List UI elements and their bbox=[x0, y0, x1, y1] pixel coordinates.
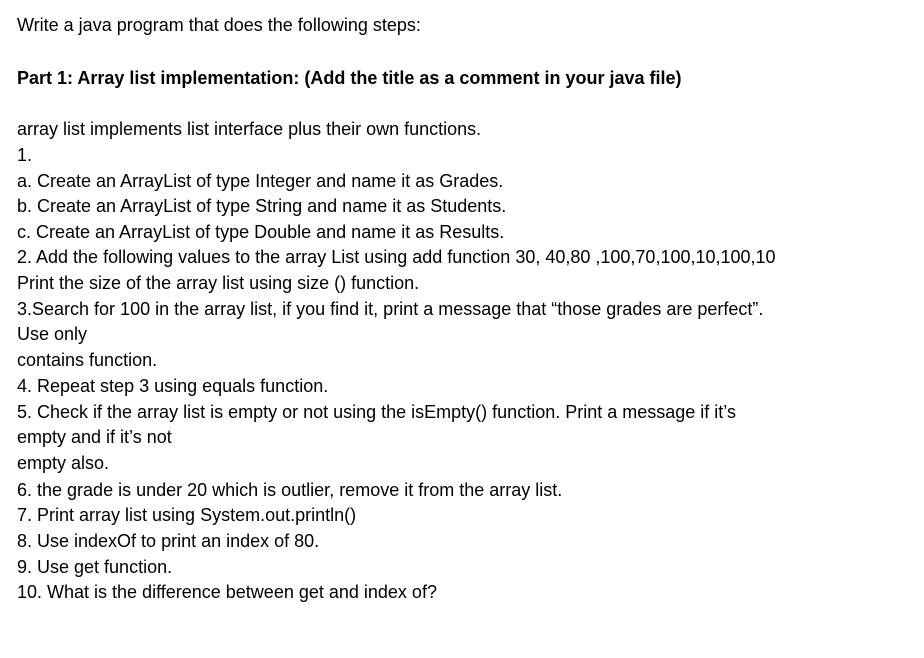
intro-text: Write a java program that does the following steps: bbox=[17, 15, 421, 35]
list-item: Use only bbox=[17, 324, 88, 344]
list-item: a. Create an ArrayList of type Integer and name it as Grades. bbox=[17, 171, 504, 191]
list-item: 7. Print array list using System.out.println() bbox=[17, 505, 357, 525]
list-item: 8. Use indexOf to print an index of 80. bbox=[17, 531, 320, 551]
list-item: 6. the grade is under 20 which is outlier, remove it from the array list. bbox=[17, 480, 563, 500]
list-item: 3.Search for 100 in the array list, if you find it, print a message that “those grades are perfect”. bbox=[17, 299, 764, 319]
list-item: 5. Check if the array list is empty or not using the isEmpty() function. Print a message if it’s bbox=[17, 402, 736, 422]
list-item: c. Create an ArrayList of type Double and name it as Results. bbox=[17, 222, 505, 242]
list-item: empty and if it’s not bbox=[17, 427, 172, 447]
list-item: empty also. bbox=[17, 453, 110, 473]
list-item: b. Create an ArrayList of type String and name it as Students. bbox=[17, 196, 507, 216]
list-item: contains function. bbox=[17, 350, 158, 370]
list-item: 2. Add the following values to the array List using add function 30, 40,80 ,100,70,100,10,100,10 bbox=[17, 247, 776, 267]
list-item: 1. bbox=[17, 145, 33, 165]
list-item: 9. Use get function. bbox=[17, 557, 173, 577]
part-title: Part 1: Array list implementation: (Add the title as a comment in your java file) bbox=[17, 68, 682, 88]
list-item: Print the size of the array list using size () function. bbox=[17, 273, 420, 293]
list-item: array list implements list interface plus their own functions. bbox=[17, 119, 482, 139]
list-item: 10. What is the difference between get and index of? bbox=[17, 582, 437, 602]
list-item: 4. Repeat step 3 using equals function. bbox=[17, 376, 329, 396]
